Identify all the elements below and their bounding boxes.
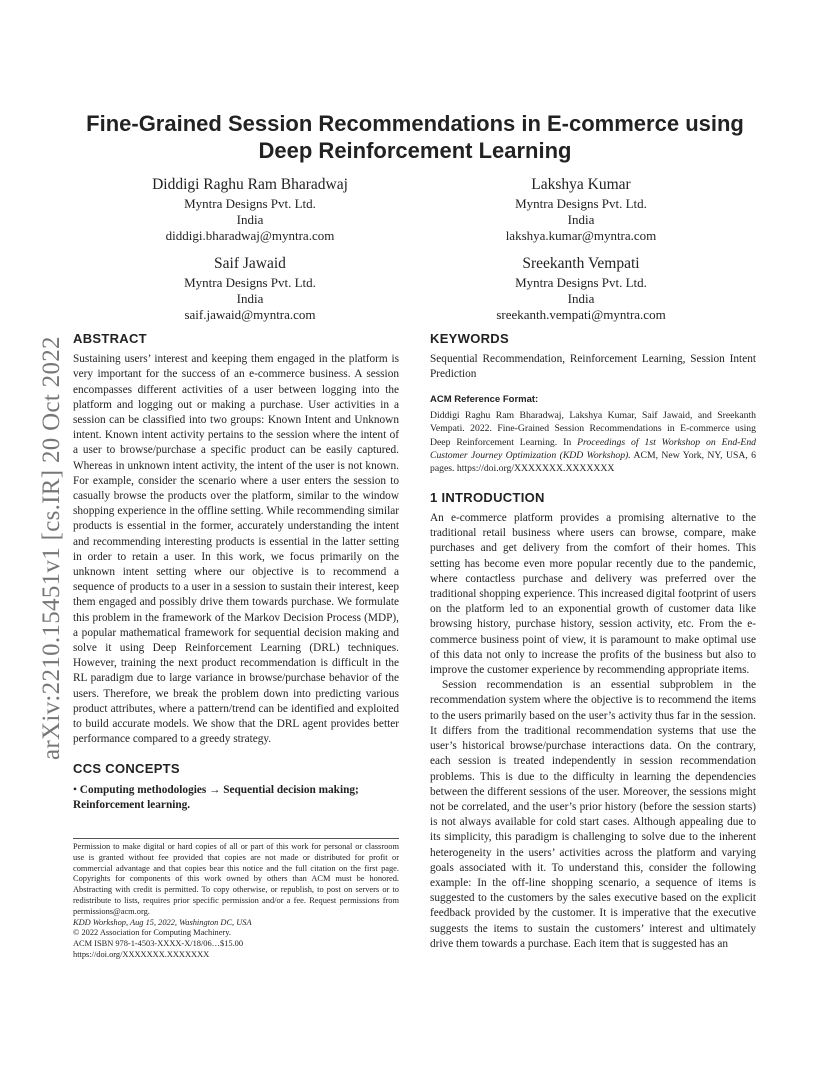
acm-reference-authors: Diddigi Raghu Ram Bharadwaj, Lakshya Kumar, Saif Jawaid, and Sreekanth Vempati. 2022. Fine-Grained Session Recommendations in E-commerce using Deep Reinforcement Learning. In — [430, 409, 756, 448]
arxiv-identifier: arXiv:2210.15451v1 [cs.IR] 20 Oct 2022 — [38, 336, 65, 760]
ccs-line-2: Reinforcement learning. — [73, 798, 191, 811]
author-block-3 — [120, 254, 380, 323]
copyright-line: © 2022 Association for Computing Machinery. — [73, 928, 231, 938]
author-name: Lakshya Kumar — [531, 176, 631, 193]
author-name: Sreekanth Vempati — [522, 255, 640, 272]
introduction-heading: 1 INTRODUCTION — [430, 489, 545, 505]
right-column — [430, 331, 756, 952]
author-name: Diddigi Raghu Ram Bharadwaj — [152, 176, 348, 193]
author-email: diddigi.bharadwaj@myntra.com — [165, 228, 335, 243]
author-email: saif.jawaid@myntra.com — [184, 307, 316, 322]
acm-reference-venue: Proceedings of 1st Workshop on End-End Customer Journey Optimization (KDD Workshop). — [430, 436, 757, 462]
author-block-4 — [450, 254, 712, 323]
abstract-text: Sustaining users’ interest and keeping them engaged in the platform is very important for the success of an e-commerce business. A session encompasses different activities of a user between logging into the platform and logging out or making a purchase. User activities in a session can be classified into two groups: Known Intent and Unknown intent. Known intent activity pertains to the session where the intent of a user to browse/purchase a specific product can be easily captured. Whereas in unknown intent activity, the intent of the user is not known. For example, consider the scenario where a user enters the session to casually browse the products over the platform, similar to the window shopping experience in the offline setting. While recommending similar products is essential in the former, accurately understanding the intent and recommending interesting products is essential in the latter setting in order to retain a user. In this work, we focus primarily on the unknown intent setting where our objective is to recommend a sequence of products to a user in a session to sustain their interest, keep them engaged and possibly drive them towards purchase. We formulate this problem in the framework of the Markov Decision Process (MDP), a popular mathematical framework for sequential decision making and solve it using Deep Reinforcement Learning (DRL) techniques. However, training the next product recommendation is difficult in the RL paradigm due to large variance in browse/purchase behavior of the users. Therefore, we break the problem down into predicting various product attributes, where a pattern/trend can be identified and exploited to build accurate models. We show that the DRL agent provides better performance compared to a greedy strategy. — [73, 353, 399, 746]
doi-line: https://doi.org/XXXXXXX.XXXXXXX — [73, 949, 210, 959]
copyright-footnote — [73, 838, 399, 961]
acm-reference-heading: ACM Reference Format: — [430, 393, 539, 405]
author-email: sreekanth.vempati@myntra.com — [496, 307, 666, 322]
author-affiliation: Myntra Designs Pvt. Ltd. — [184, 275, 316, 290]
left-column — [73, 331, 399, 813]
abstract-heading: ABSTRACT — [73, 331, 147, 346]
author-country: India — [567, 291, 595, 306]
author-affiliation: Myntra Designs Pvt. Ltd. — [184, 196, 316, 211]
author-country: India — [567, 212, 595, 227]
paper-title: Fine-Grained Session Recommendations in E-commerce using Deep Reinforcement Learning — [86, 111, 744, 163]
author-affiliation: Myntra Designs Pvt. Ltd. — [515, 275, 647, 290]
ccs-heading: CCS CONCEPTS — [73, 761, 180, 777]
isbn-line: ACM ISBN 978-1-4503-XXXX-X/18/06…$15.00 — [73, 939, 244, 949]
author-country: India — [236, 212, 264, 227]
author-country: India — [236, 291, 264, 306]
ccs-concepts — [73, 783, 399, 813]
arxiv-sidebar — [18, 300, 65, 760]
ccs-line-1: Computing methodologies → Sequential decision making; — [79, 783, 359, 796]
keywords-text: Sequential Recommendation, Reinforcement Learning, Session Intent Prediction — [430, 353, 756, 381]
intro-paragraph-2: Session recommendation is an essential subproblem in the recommendation system where the objective is to recommend the items to the users primarily based on the user’s activity thus far in the session. It differs from the traditional recommendation systems that use the user’s historical browse/purchase interactions data. On the contrary, each session is treated independently in session recommendation problems. This is due to the difficulty in learning the dependencies between the different sessions of the user. Moreover, the sessions might not be correlated, and the user’s prior history (before the session starts) is not always available for cold start cases. Although appealing due to its simplicity, this paradigm is challenging to solve due to the inherent heterogeneity in the users’ activities across the platform and varying goals associated with it. To understand this, consider the following example: In the off-line shopping scenario, a sequence of items is suggested to the customers by the sales executive based on the explicit feedback provided by the customer. It is imperative that the executive suggests the items to sustain the customers’ interest and ultimately drive them towards a purchase. Each item that is suggested has an — [430, 679, 756, 950]
author-block-2 — [450, 175, 712, 244]
author-email: lakshya.kumar@myntra.com — [505, 228, 657, 243]
acm-reference-publisher: ACM, New York, NY, USA, 6 pages. https://doi.org/XXXXXXX.XXXXXXX — [430, 450, 756, 475]
keywords-heading: KEYWORDS — [430, 331, 509, 346]
acm-reference-text — [430, 409, 756, 476]
author-affiliation: Myntra Designs Pvt. Ltd. — [515, 196, 647, 211]
venue-line: KDD Workshop, Aug 15, 2022, Washington DC, USA — [73, 917, 252, 927]
intro-paragraph-1: An e-commerce platform provides a promising alternative to the traditional retail business where users can browse, compare, make purchases and get delivery from the comfort of their homes. This setting has become even more popular recently due to the pandemic, where contactless purchase and delivery was preferred over the traditional shopping experience. This increased digital footprint of users on the platform led to an exponential growth of customer data like browsing history, purchase history, session activity, etc. From the e-commerce business point of view, it is paramount to make optimal use of this data not only to increase the profits of the business but also to improve the customer experience by recommending appropriate items. — [430, 512, 756, 677]
author-block-1 — [120, 175, 380, 244]
ccs-bullet: • — [73, 783, 77, 796]
permission-notice: Permission to make digital or hard copies of all or part of this work for personal or classroom use is granted without fee provided that copies are not made or distributed for profit or commercial advantage and that copies bear this notice and the full citation on the first page. Copyrights for components of this work owned by others than ACM must be honored. Abstracting with credit is permitted. To copy otherwise, or republish, to post on servers or to redistribute to lists, requires prior specific permission and/or a fee. Request permissions from permissions@acm.org. — [73, 842, 399, 916]
author-name: Saif Jawaid — [214, 255, 286, 272]
